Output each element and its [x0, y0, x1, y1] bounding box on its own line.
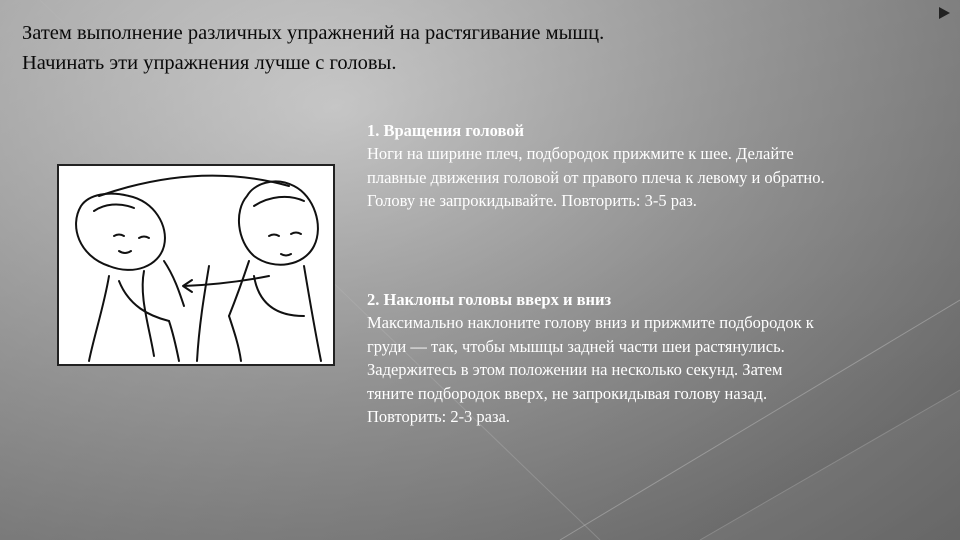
- exercise-1-line-2: плавные движения головой от правого плеча к левому и обратно.: [367, 167, 825, 187]
- exercise-2-line-4: тяните подбородок вверх, не запрокидывая голову назад.: [367, 383, 768, 403]
- exercise-2-title: 2. Наклоны головы вверх и вниз: [367, 290, 612, 309]
- exercise-2-line-1: Максимально наклоните голову вниз и прижмите подбородок к: [367, 313, 814, 333]
- exercise-1-line-1: Ноги на ширине плеч, подбородок прижмите к шее. Делайте: [367, 144, 794, 164]
- slide-header: [22, 18, 922, 78]
- play-icon: [937, 6, 951, 20]
- header-line-1: Затем выполнение различных упражнений на растягивание мышц.: [22, 22, 605, 44]
- exercise-1-line-3: Голову не запрокидывайте. Повторить: 3-5 раз.: [367, 191, 697, 211]
- exercise-1: [367, 119, 947, 213]
- exercise-2-line-3: Задержитесь в этом положении на несколько секунд. Затем: [367, 360, 783, 380]
- head-rotation-illustration: [57, 164, 335, 366]
- exercise-1-title: 1. Вращения головой: [367, 121, 525, 140]
- header-line-2: Начинать эти упражнения лучше с головы.: [22, 52, 397, 74]
- exercise-2: [367, 288, 947, 428]
- exercise-2-line-2: груди — так, чтобы мышцы задней части шеи растянулись.: [367, 336, 785, 356]
- exercise-2-line-5: Повторить: 2-3 раза.: [367, 407, 510, 427]
